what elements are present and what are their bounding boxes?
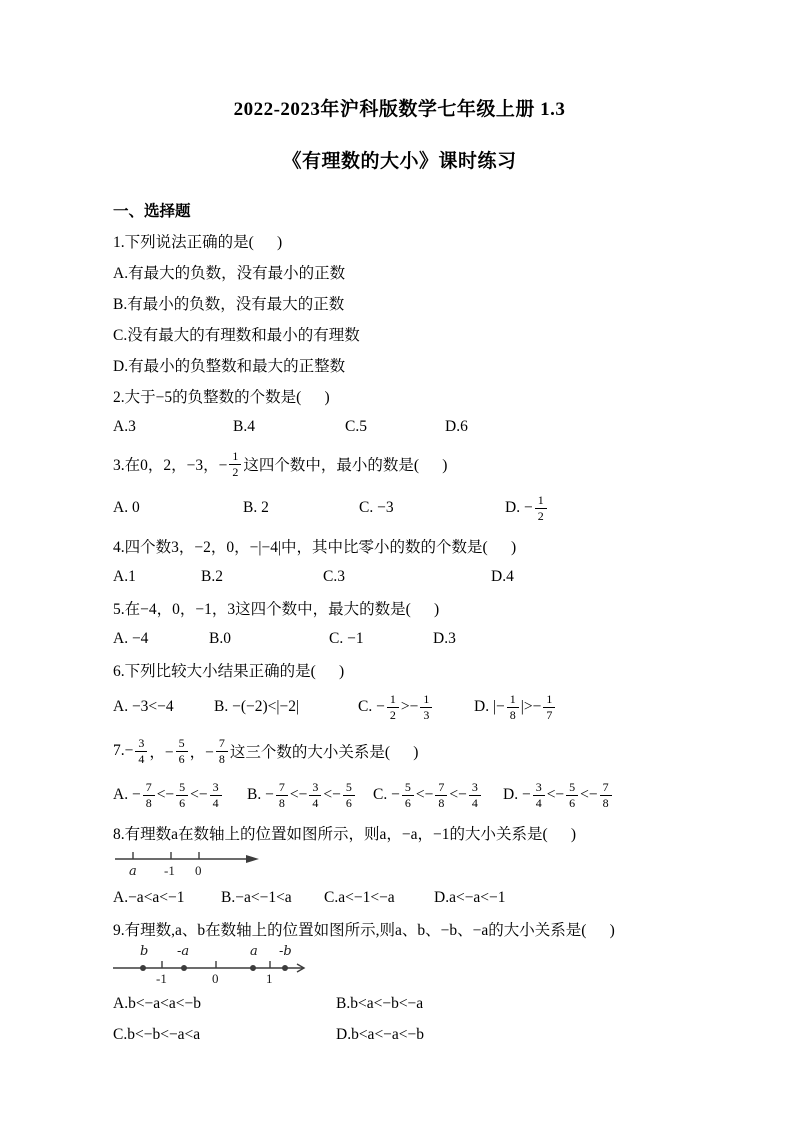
fraction: $\frac{7}{8}$ xyxy=(276,781,288,809)
question-1-option-c: C.没有最大的有理数和最小的有理数 xyxy=(113,326,360,344)
question-7 xyxy=(113,729,686,817)
q9-point-neg-b xyxy=(282,965,288,971)
question-6-option-c: C. − $\frac{1}{2}$ >− $\frac{1}{3}$ xyxy=(358,692,474,722)
question-8-option-c: C.a<−1<−a xyxy=(324,888,395,906)
question-1-stem: 1.下列说法正确的是( ) xyxy=(113,233,283,251)
q9-tick-minus1: -1 xyxy=(156,971,167,986)
question-8-option-a: A.−a<a<−1 xyxy=(113,888,185,906)
question-5-option-b: B.0 xyxy=(209,629,231,647)
fraction: $\frac{5}{6}$ xyxy=(176,781,188,809)
q8-label-zero: 0 xyxy=(195,863,202,878)
question-2-stem: 2.大于−5的负整数的个数是( ) xyxy=(113,388,330,406)
question-9-numberline xyxy=(113,944,686,988)
question-9 xyxy=(113,913,686,1050)
question-2-option-d: D.6 xyxy=(445,417,468,435)
question-8-option-d: D.a<−a<−1 xyxy=(434,888,506,906)
question-4-stem: 4.四个数3，−2，0，−|−4|中，其中比零小的数的个数是( ) xyxy=(113,538,517,556)
question-3-stem: 3.在0，2，−3，− $\frac{1}{2}$ 这四个数中，最小的数是( ) xyxy=(113,448,448,479)
fraction: $\frac{3}{4}$ xyxy=(309,781,321,809)
fraction: $\frac{1}{3}$ xyxy=(420,693,432,721)
fraction: $\frac{1}{2}$ xyxy=(229,450,241,478)
q9-tick-one: 1 xyxy=(266,971,273,986)
question-2-options xyxy=(113,411,686,442)
question-5-options xyxy=(113,623,686,654)
question-9-option-b: B.b<a<−b<−a xyxy=(336,994,424,1012)
question-5-option-d: D.3 xyxy=(433,629,456,647)
section-heading-choice: 一、选择题 xyxy=(113,202,191,220)
question-1-option-d: D.有最小的负整数和最大的正整数 xyxy=(113,357,346,375)
question-9-options-row-1 xyxy=(113,988,686,1019)
q9-point-a xyxy=(250,965,256,971)
q9-point-b xyxy=(140,965,146,971)
q9-label-neg-b: -b xyxy=(279,944,292,959)
fraction: $\frac{1}{2}$ xyxy=(387,693,399,721)
question-4-option-d: D.4 xyxy=(491,567,514,585)
question-4-option-a: A.1 xyxy=(113,567,136,585)
fraction: $\frac{7}{8}$ xyxy=(143,781,155,809)
question-8-stem: 8.有理数a在数轴上的位置如图所示，则a，−a，−1的大小关系是( ) xyxy=(113,825,577,843)
question-4-options xyxy=(113,561,686,592)
q9-tick-zero: 0 xyxy=(212,971,219,986)
page-title: 2022-2023年沪科版数学七年级上册 1.3 xyxy=(233,99,566,120)
fraction: $\frac{7}{8}$ xyxy=(435,781,447,809)
question-8-option-b: B.−a<−1<a xyxy=(221,888,292,906)
question-2 xyxy=(113,380,686,442)
fraction: $\frac{1}{2}$ xyxy=(535,494,547,522)
question-9-option-a: A.b<−a<a<−b xyxy=(113,994,202,1012)
question-9-stem: 9.有理数,a、b在数轴上的位置如图所示,则a、b、−b、−a的大小关系是( ) xyxy=(113,921,615,939)
question-7-stem: 7.− $\frac{3}{4}$ ，− $\frac{5}{6}$ ，− $\frac{7}{8}$ 这三个数的大小关系是( ) xyxy=(113,735,419,766)
q8-label-a: a xyxy=(129,864,137,879)
question-7-option-c: C. − $\frac{5}{6}$ <− $\frac{7}{8}$ <− $\frac{3}{4}$ xyxy=(373,780,503,810)
question-2-option-c: C.5 xyxy=(345,417,367,435)
question-6-option-b: B. −(−2)<|−2| xyxy=(214,698,300,715)
question-8-numberline xyxy=(113,848,686,882)
fraction: $\frac{7}{8}$ xyxy=(600,781,612,809)
question-6-option-a: A. −3<−4 xyxy=(113,698,174,715)
question-2-option-a: A.3 xyxy=(113,417,136,435)
fraction: $\frac{3}{4}$ xyxy=(135,737,147,765)
question-1 xyxy=(113,225,686,380)
fraction: $\frac{5}{6}$ xyxy=(566,781,578,809)
fraction: $\frac{5}{6}$ xyxy=(176,737,188,765)
fraction: $\frac{3}{4}$ xyxy=(210,781,222,809)
fraction: $\frac{3}{4}$ xyxy=(533,781,545,809)
question-5-option-c: C. −1 xyxy=(329,629,364,647)
question-1-option-b: B.有最小的负数，没有最大的正数 xyxy=(113,295,345,313)
question-3-options xyxy=(113,486,686,530)
q9-label-neg-a: -a xyxy=(177,944,190,959)
question-4-option-b: B.2 xyxy=(201,567,223,585)
question-7-option-b: B. − $\frac{7}{8}$ <− $\frac{3}{4}$ <− $\frac{5}{6}$ xyxy=(247,780,373,810)
question-9-options-row-2 xyxy=(113,1019,686,1050)
question-6 xyxy=(113,654,686,729)
question-6-options xyxy=(113,685,686,729)
question-7-option-d: D. − $\frac{3}{4}$ <− $\frac{5}{6}$ <− $\frac{7}{8}$ xyxy=(503,780,614,810)
question-9-option-c: C.b<−b<−a<a xyxy=(113,1025,201,1043)
question-8-options xyxy=(113,882,686,913)
question-6-stem: 6.下列比较大小结果正确的是( ) xyxy=(113,662,345,680)
arrow-right-icon xyxy=(246,855,259,863)
q9-label-a: a xyxy=(250,944,258,959)
fraction: $\frac{1}{7}$ xyxy=(543,693,555,721)
question-5-option-a: A. −4 xyxy=(113,629,149,647)
question-1-option-a: A.有最大的负数，没有最小的正数 xyxy=(113,264,346,282)
question-4-option-c: C.3 xyxy=(323,567,345,585)
fraction: $\frac{1}{8}$ xyxy=(507,693,519,721)
question-2-option-b: B.4 xyxy=(233,417,255,435)
page-subtitle: 《有理数的大小》课时练习 xyxy=(282,151,517,172)
question-6-option-d: D. |− $\frac{1}{8}$ |>− $\frac{1}{7}$ xyxy=(474,692,557,722)
question-3-option-a: A. 0 xyxy=(113,499,140,516)
number-line-q8 xyxy=(113,848,273,882)
question-8 xyxy=(113,817,686,913)
question-3-option-c: C. −3 xyxy=(359,499,394,516)
q9-label-b: b xyxy=(140,944,149,959)
question-3 xyxy=(113,442,686,530)
q9-point-neg-a xyxy=(181,965,187,971)
question-9-option-d: D.b<a<−a<−b xyxy=(336,1025,425,1043)
question-3-option-b: B. 2 xyxy=(243,499,269,516)
fraction: $\frac{5}{6}$ xyxy=(343,781,355,809)
question-5 xyxy=(113,592,686,654)
question-4 xyxy=(113,530,686,592)
fraction: $\frac{5}{6}$ xyxy=(402,781,414,809)
number-line-q9 xyxy=(113,944,328,988)
question-5-stem: 5.在−4，0，−1，3这四个数中，最大的数是( ) xyxy=(113,600,440,618)
question-3-option-d: D. − $\frac{1}{2}$ xyxy=(505,493,549,523)
question-7-options xyxy=(113,773,686,817)
q8-label-minus1: -1 xyxy=(164,863,175,878)
fraction: $\frac{3}{4}$ xyxy=(469,781,481,809)
question-7-option-a: A. − $\frac{7}{8}$ <− $\frac{5}{6}$ <− $\frac{3}{4}$ xyxy=(113,780,247,810)
fraction: $\frac{7}{8}$ xyxy=(216,737,228,765)
